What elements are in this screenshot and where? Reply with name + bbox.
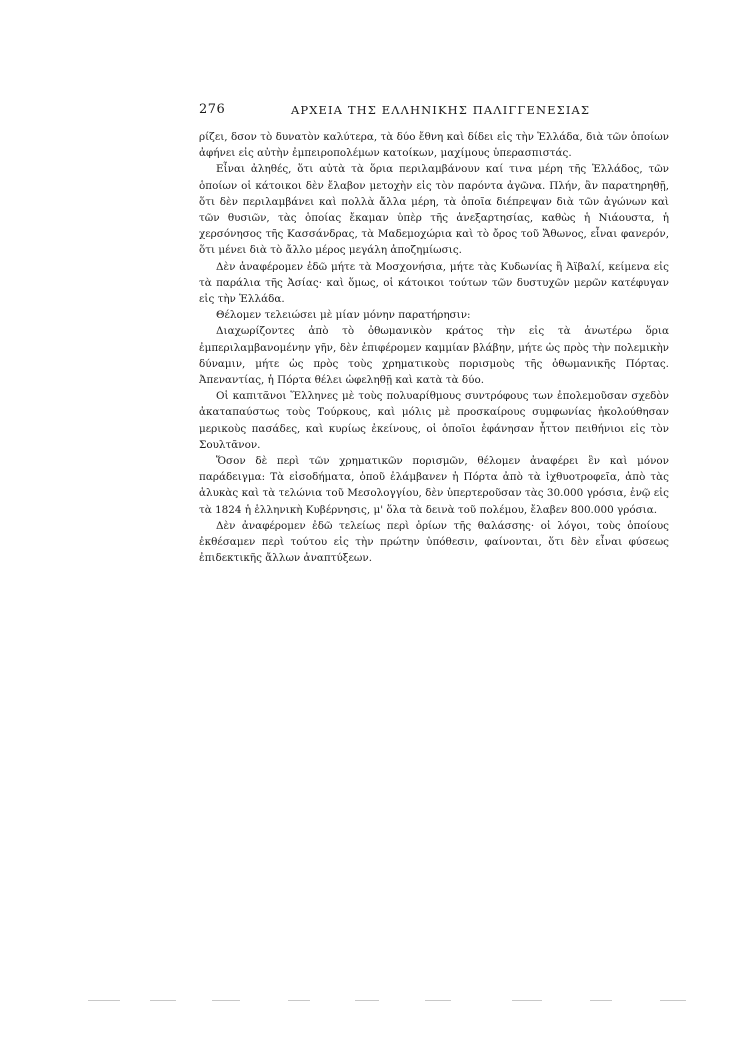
scan-mark [355,1000,379,1001]
scan-mark [512,1000,542,1001]
running-title: ΑΡΧΕΙΑ ΤΗΣ ΕΛΛΗΝΙΚΗΣ ΠΑΛΙΓΓΕΝΕΣΙΑΣ [291,103,591,117]
page-header [199,102,669,120]
page-number: 276 [199,102,226,117]
paragraph: Ὅσον δὲ περὶ τῶν χρηματικῶν πορισμῶν, θέλομεν ἀναφέρει ἓν καὶ μόνον παράδειγμα: Τὰ εἰσοδήματα, ὁποῦ ἐλάμβανεν ἡ Πόρτα ἀπὸ τὰ ἰχθυοτροφεῖα, ἀπὸ τὰς ἁλυκὰς καὶ τὰ τελώνια τοῦ Μεσολογγίου, δὲν ὑπερτεροῦσαν τὰς 30.000 γρόσια, ἐνῷ εἰς τὰ 1824 ἡ ἑλληνικὴ Κυβέρνησις, μ' ὅλα τὰ δεινὰ τοῦ πολέμου, ἔλαβεν 800.000 γρόσια. [199,455,669,516]
scan-mark [212,1000,240,1001]
paragraph: Δὲν ἀναφέρομεν ἐδῶ μήτε τὰ Μοσχονήσια, μήτε τὰς Κυδωνίας ἢ Ἀϊβαλί, κείμενα εἰς τὰ παράλια τῆς Ἀσίας· καὶ ὅμως, οἱ κάτοικοι τούτων τῶν δυστυχῶν μερῶν κατέφυγαν εἰς τὴν Ἑλλάδα. [199,260,669,306]
scan-mark [425,1000,451,1001]
paragraph: Διαχωρίζοντες ἀπὸ τὸ ὀθωμανικὸν κράτος τὴν εἰς τὰ ἀνωτέρω ὅρια ἐμπεριλαμβανομένην γῆν, δὲν ἐπιφέρομεν καμμίαν βλάβην, μήτε ὡς πρὸς τὴν πολεμικὴν δύναμιν, μήτε ὡς πρὸς τοὺς χρηματικοὺς πορισμοὺς τῆς ὀθωμανικῆς Πόρτας. Ἀπεναντίας, ἡ Πόρτα θέλει ὠφεληθῇ καὶ κατὰ τὰ δύο. [199,325,669,387]
scan-mark [590,1000,612,1001]
scan-mark [660,1000,686,1001]
paragraph: Θέλομεν τελειώσει μὲ μίαν μόνην παρατήρησιν: [216,309,471,322]
scan-mark [150,1000,176,1001]
paragraph: Δὲν ἀναφέρομεν ἐδῶ τελείως περὶ ὁρίων τῆς θαλάσσης· οἱ λόγοι, τοὺς ὁποίους ἐκθέσαμεν περὶ τούτου εἰς τὴν πρώτην ὑπόθεσιν, φαίνονται, ὅτι δὲν εἶναι φύσεως ἐπιδεκτικῆς ἄλλων ἀναπτύξεων. [199,519,669,565]
scan-mark [88,1000,120,1001]
paragraph: ρίζει, δσον τὸ δυνατὸν καλύτερα, τὰ δύο ἔθνη καὶ δίδει εἰς τὴν Ἑλλάδα, διὰ τῶν ὁποίων ἀφήνει εἰς αὐτὴν ἐμπειροπολέμων κατοίκων, μαχίμους ὑπερασπιστάς. [199,131,669,160]
scan-mark [288,1000,310,1001]
body-text [199,129,669,566]
paragraph: Εἶναι ἀληθές, ὅτι αὐτὰ τὰ ὅρια περιλαμβάνουν καί τινα μέρη τῆς Ἑλλάδος, τῶν ὁποίων οἱ κάτοικοι δὲν ἔλαβον μετοχὴν εἰς τὸν παρόντα ἀγῶνα. Πλήν, ἂν παρατηρηθῇ, ὅτι δὲν περιλαμβάνει καὶ πολλὰ ἄλλα μέρη, τὰ ὁποῖα διέπρεψαν διὰ τῶν ἀγώνων καὶ τῶν θυσιῶν, τὰς ὁποίας ἔκαμαν ὑπὲρ τῆς ἀνεξαρτησίας, καθὼς ἡ Νιάουστα, ἡ χερσόνησος τῆς Κασσάνδρας, τὰ Μαδεμοχώρια καὶ τὸ ὄρος τοῦ Ἄθωνος, εἶναι φανερόν, ὅτι μένει διὰ τὸ ἄλλο μέρος μεγάλη ἀποζημίωσις. [199,163,669,257]
paragraph: Οἱ καπιτᾶνοι Ἕλληνες μὲ τοὺς πολυαρίθμους συντρόφους των ἐπολεμοῦσαν σχεδὸν ἀκαταπαύστως τοὺς Τούρκους, καὶ μόλις μὲ προσκαίρους συμφωνίας ἠκολούθησαν μερικοὺς πασάδες, καὶ κυρίως ἐκείνους, οἱ ὁποῖοι ἐφάνησαν ἧττον πειθήνιοι εἰς τὸν Σουλτᾶνον. [199,390,669,451]
scan-edge-marks [0,1000,744,1004]
